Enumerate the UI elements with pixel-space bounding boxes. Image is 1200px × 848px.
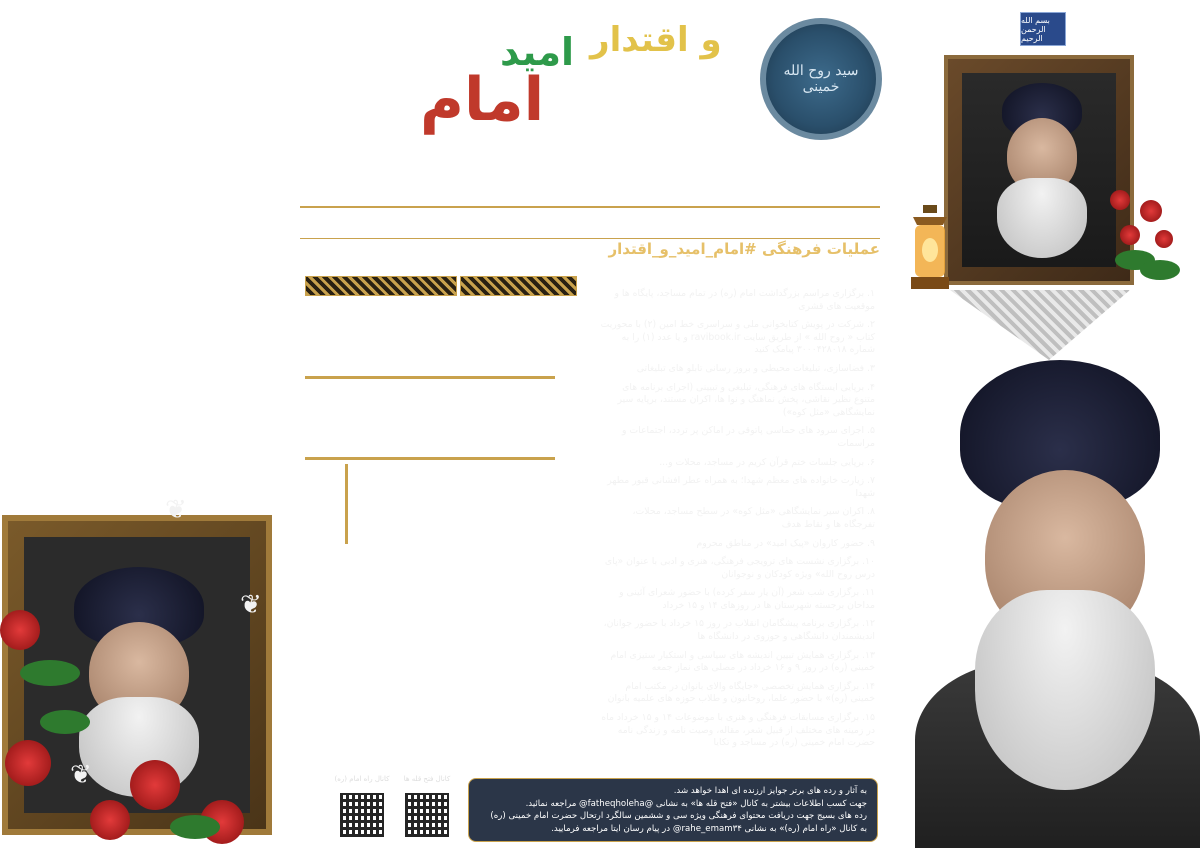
sepah-emblem-icon <box>120 315 195 410</box>
title-word-imam: امام <box>420 65 545 135</box>
butterfly-icon: ❦ <box>165 495 187 525</box>
title-word-omid: امید <box>500 30 575 74</box>
axis-item: ۱۵. برگزاری مسابقات فرهنگی و هنری با موضوعات ۱۴ و ۱۵ خرداد ماه در زمینه های مختلف از قبیل شعر، مقاله، وصیت نامه و زندگی نامه حضرت امام خمینی (ره) در مساجد و تکایا <box>601 712 875 749</box>
axis-item: ۵. اجرای سرود های حماسی پاتوقی در اماکن پر تردد، اجتماعات و مراسمات <box>621 425 875 449</box>
qr-label-rahe-emam: کانال راه امام (ره) <box>334 775 390 783</box>
axis-item: ۳. فضاسازی، تبلیغات محیطی و بروز رسانی تابلو های تبلیغاتی <box>636 362 875 374</box>
axis-item: ۶. برپایی جلسات ختم قرآن کریم در مساجد، محلات و... <box>659 456 875 468</box>
hashtag-paragraph: هشتگ محور های ابلاغی #امام_امید_و_اقتدار بایستی در تمامی گزارشات و آثار ارسالی رده ها درگروه های فتح قله های استان ها درج گردد. <box>300 656 575 705</box>
info-line: به کانال «راه امام (ره)» به نشانی rahe_emam۳۴@ در پیام رسان ایتا مراجعه فرمایید. <box>551 823 867 834</box>
poster-title <box>420 20 760 140</box>
axis-item: ۱۰. برگزاری نشست های ترویجی فرهنگی، هنری و ادبی با عنوان «پای درس روح الله» ویژه کودکان و نوجوانان <box>604 556 875 580</box>
info-line: رده های بسیج جهت دریافت محتوای فرهنگی ویژه سی و ششمین سالگرد ارتحال حضرت امام خمینی (ره) <box>490 811 867 821</box>
flowers-decoration-bottom <box>0 600 300 848</box>
lantern-icon <box>905 205 955 293</box>
axis-item: ۲. شرکت در پویش کتابخوانی ملی و سراسری خط امین (۲) با محوریت کتاب « روح الله » از طریق سایت ravibook.ir و یا عدد (۱) را به شماره ۳۰۰۰۴۲۸۰۱۸ پیامک کنید <box>600 319 875 356</box>
list-item: ۲_ عکس <box>506 512 565 530</box>
axis-item: ۱۲. برگزاری برنامه پیشگامان انقلاب در روز ۱۵ خرداد با حضور جوانان، اندیشمندان دانشگاهی و حوزوی در دانشگاه ها <box>603 618 875 643</box>
info-box <box>468 778 878 842</box>
axis-item: ۱۴. برگزاری همایش تخصصی «جایگاه والای بانوان در مکتب امام خمینی (ره)» با حضور علما، روحانیون و طلاب حوزه های علمیه بانوان <box>607 680 875 705</box>
org-line-2: معاونت فرهنگی هنری سازمان بسیج مستضعفین <box>70 426 250 450</box>
axes-list <box>600 288 875 756</box>
organization-name <box>60 412 260 451</box>
work-types-list <box>345 464 573 544</box>
axis-item: ۷. زیارت خانواده های معظم شهدا؛ به همراه عطر افشانی قبور مطهر شهدا <box>607 475 875 499</box>
info-line: جهت کسب اطلاعات بیشتر به کانال «فتح قله ها» به نشانی @fatheqholeha@ مراجعه نمائید. <box>525 798 867 809</box>
participants-paragraph: شرکت کنندگان می توانند آثار خود را مطابق محور های ابلاغی درگروه های فتح قله های استان ها ارسال نمایند. <box>292 574 575 623</box>
requirements-text: آثار ارسالی بایستی مطابق با محور های عملیات فرهنگی باشد <box>307 398 553 438</box>
operation-band: عملیات فرهنگی #امام_امید_و_اقتدار <box>608 240 880 258</box>
title-word-eghtedar: و اقتدار <box>590 20 722 60</box>
top-right-logo <box>1020 12 1066 46</box>
qr-label-fath-gholeha: کانال فتح قله ها <box>403 775 451 783</box>
requirements-box <box>305 376 555 460</box>
axis-item: ۱۱. برگزاری شب شعر (آن یار سفر کرده) با حضور شعرای آئینی و مداحان برجسته شهرستان ها در روزهای ۱۴ و ۱۵ خرداد <box>619 587 875 611</box>
list-item: ۱_ فیلم ۶۰ الی ۱۰۰ ثانیه ای <box>385 474 565 492</box>
axis-item: ۹. حضور کاروان «پیک امید» در مناطق محروم <box>696 537 875 549</box>
top-right-logo-text: بسم الله الرحمن الرحیم <box>1021 15 1050 43</box>
axis-item: ۱. برگزاری مراسم بزرگداشت امام (ره) در تمام مساجد، پایگاه ها و موقعیت های قشری <box>614 288 875 312</box>
qr-code-fath-gholeha[interactable] <box>402 790 452 840</box>
calligraphy-seal <box>760 18 882 140</box>
decorative-gold-bar <box>460 276 577 296</box>
info-line: به آثار و رده های برتر جوایز ارزنده ای اهدا خواهد شد. <box>673 786 867 796</box>
axis-item: ۱۳. برگزاری همایش تبیین اندیشه های سیاسی و استکبار ستیزی امام خمینی (ره) در روز ۹ و ۱۶ خرداد در مصلی های نماز جمعه <box>610 649 875 674</box>
decorative-gold-bar <box>305 276 457 296</box>
large-portrait-right <box>905 330 1200 848</box>
axes-title: محور های عملیات فرهنگی: <box>713 268 875 282</box>
org-line-1: اداره عملیات تبلیغی و فضاسازی <box>80 413 240 424</box>
subtitle: به مناسبت سی و ششمین سالگرد ارتحال امام خمینی (ره) <box>335 152 880 174</box>
event-date: ۱۳ الی ۱۵ خرداد ماه ۱۴۰۴ <box>304 338 570 362</box>
sponsor-band: به همت معاونت فرهنگی هنری سازمان بسیج مستضعفین <box>300 206 880 239</box>
axis-item: ۴. برپایی ایستگاه های فرهنگی، تبلیغی و تبیینی (اجرای برنامه های متنوع نظیر نقاشی، پخش نماهنگ و نوا ها، اکران مستند، برپایه سیر نمایشگاهی «مثل کوه») <box>617 381 875 418</box>
seal-text: سید روح الله خمینی <box>783 63 859 95</box>
butterfly-icon: ❦ <box>70 760 92 790</box>
butterfly-icon: ❦ <box>240 590 262 620</box>
axis-item: ۸. اکران سیر نمایشگاهی «مثل کوه» در سطح مساجد، محلات، تفرجگاه ها و نقاط هدف <box>632 506 875 530</box>
qr-code-rahe-emam[interactable] <box>337 790 387 840</box>
flowers-decoration-top <box>1100 180 1190 290</box>
